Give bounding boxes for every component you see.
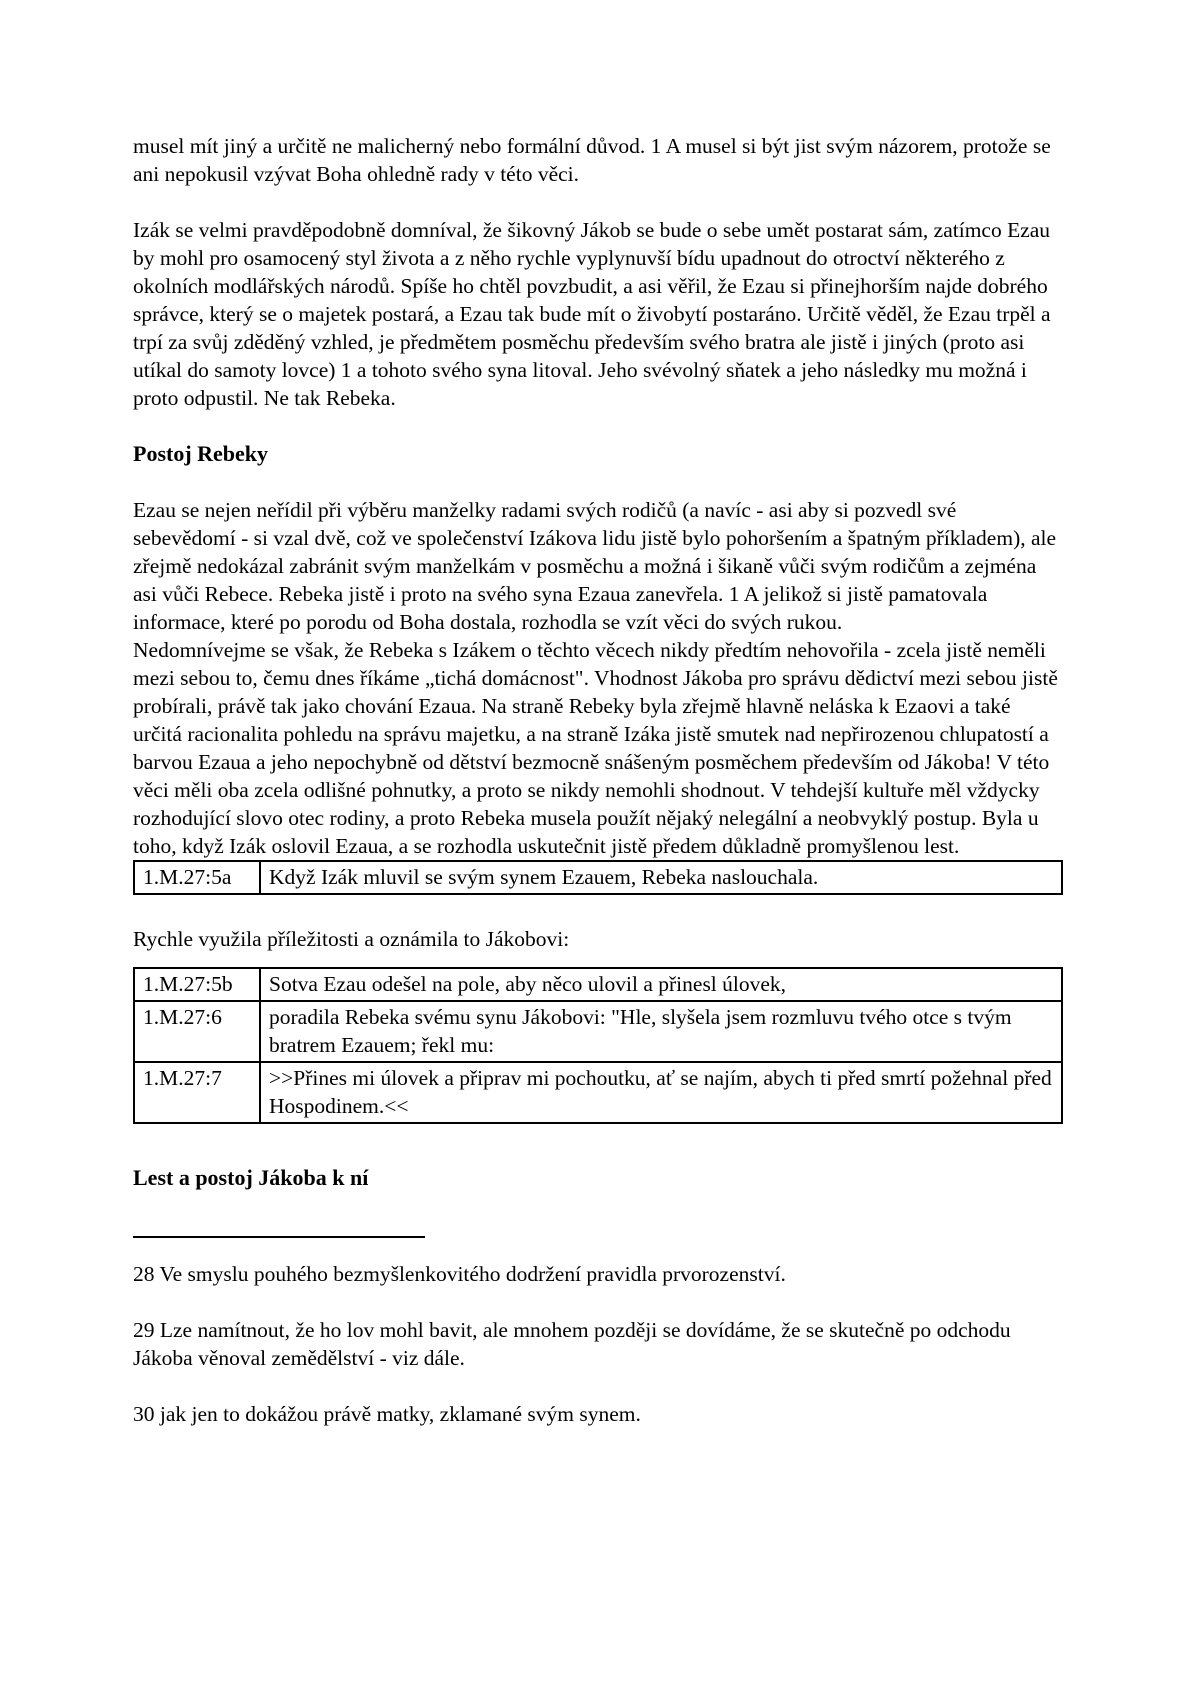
verse-ref: 1.M.27:5a <box>134 861 260 894</box>
paragraph-transition: Rychle využila příležitosti a oznámila to Jákobovi: <box>133 927 570 951</box>
footnote-30: 30 jak jen to dokážou právě matky, zklamané svým synem. <box>133 1402 641 1426</box>
verse-row <box>134 968 1062 1001</box>
paragraph-rebeka-2: Nedomnívejme se však, že Rebeka s Izákem o těchto věcech nikdy předtím nehovořila - zcela jistě neměli mezi sebou to, čemu dnes říkáme „tichá domácnost". Vhodnost Jákoba pro správu dědictví mezi sebou jistě probírali, právě tak jako chování Ezaua. Na straně Rebeky byla zřejmě hlavně neláska k Ezaovi a také určitá racionalita pohledu na správu majetku, a na straně Izáka jistě smutek nad nepřirozenou chlupatostí a barvou Ezaua a jeho nepochybně od dětství bezmocně snášeným posměchem především od Jákoba! V této věci měli oba zcela odlišné pohnutky, a proto se nikdy nemohli shodnout. V tehdejší kultuře měl vždycky rozhodující slovo otec rodiny, a proto Rebeka musela použít nějaký nelegální a neobvyklý postup. Byla u toho, když Izák oslovil Ezaua, a se rozhodla uskutečnit jistě předem důkladně promyšlenou lest. <box>133 638 1058 858</box>
verse-row <box>134 861 1062 894</box>
section-heading-postoj-rebeky: Postoj Rebeky <box>133 441 269 466</box>
section-heading-lest-a-postoj: Lest a postoj Jákoba k ní <box>133 1165 369 1190</box>
verse-ref: 1.M.27:6 <box>134 1001 260 1062</box>
paragraph-rebeka-1: Ezau se nejen neřídil při výběru manželky radami svých rodičů (a navíc - asi aby si pozvedl své sebevědomí - si vzal dvě, což ve společenství Izákova lidu jistě bylo pohoršením a špatným příkladem), ale zřejmě nedokázal zabránit svým manželkám v posměchu a možná i šikaně vůči svým rodičům a zejména asi vůči Rebece. Rebeka jistě i proto na svého syna Ezaua zanevřela. 1 A jelikož si jistě pamatovala informace, které po porodu od Boha dostala, rozhodla se vzít věci do svých rukou. <box>133 498 1057 634</box>
intro-paragraph-continuation: musel mít jiný a určitě ne malicherný nebo formální důvod. 1 A musel si být jist svým názorem, protože se ani nepokusil vzývat Boha ohledně rady v této věci. <box>133 134 1051 186</box>
verse-ref: 1.M.27:5b <box>134 968 260 1001</box>
verse-row <box>134 1001 1062 1062</box>
verse-table-1 <box>133 860 1063 895</box>
verse-row <box>134 1062 1062 1123</box>
footnote-29: 29 Lze namítnout, že ho lov mohl bavit, ale mnohem později se dovídáme, že se skutečně po odchodu Jákoba věnoval zemědělství - viz dále. <box>133 1318 1011 1370</box>
verse-table-2 <box>133 967 1063 1124</box>
verse-ref: 1.M.27:7 <box>134 1062 260 1123</box>
verse-text: Sotva Ezau odešel na pole, aby něco ulovil a přinesl úlovek, <box>260 968 1062 1001</box>
verse-text: poradila Rebeka svému synu Jákobovi: "Hle, slyšela jsem rozmluvu tvého otce s tvým bratrem Ezauem; řekl mu: <box>260 1001 1062 1062</box>
footnote-separator <box>133 1236 425 1238</box>
verse-text: >>Přines mi úlovek a připrav mi pochoutku, ať se najím, abych ti před smrtí požehnal před Hospodinem.<< <box>260 1062 1062 1123</box>
footnote-28: 28 Ve smyslu pouhého bezmyšlenkovitého dodržení pravidla prvorozenství. <box>133 1262 786 1286</box>
paragraph-izak-view: Izák se velmi pravděpodobně domníval, že šikovný Jákob se bude o sebe umět postarat sám, zatímco Ezau by mohl pro osamocený styl života a z něho rychle vyplynuvší bídu upadnout do otroctví některého z okolních modlářských národů. Spíše ho chtěl povzbudit, a asi věřil, že Ezau si přinejhorším najde dobrého správce, který se o majetek postará, a Ezau tak bude mít o živobytí postaráno. Určitě věděl, že Ezau trpěl a trpí za svůj zděděný vzhled, je předmětem posměchu především svého bratra ale jistě i jiných (proto asi utíkal do samoty lovce) 1 a tohoto svého syna litoval. Jeho svévolný sňatek a jeho následky mu možná i proto odpustil. Ne tak Rebeka. <box>133 218 1051 410</box>
verse-text: Když Izák mluvil se svým synem Ezauem, Rebeka naslouchala. <box>260 861 1062 894</box>
